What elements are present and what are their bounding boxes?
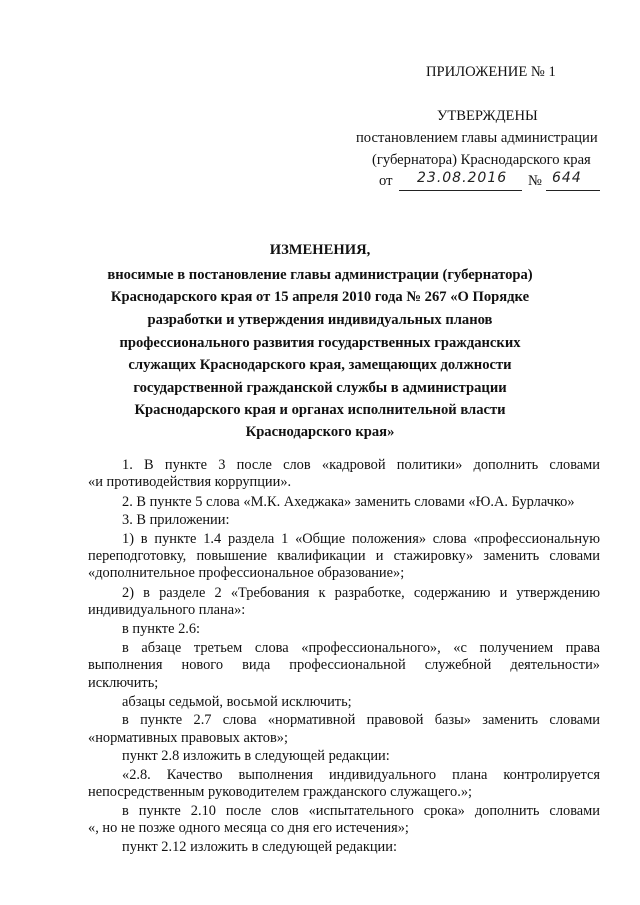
date-prefix: от	[379, 173, 393, 189]
title-line: Краснодарского края и органах исполнительной власти	[134, 402, 506, 418]
appendix-label: ПРИЛОЖЕНИЕ № 1	[426, 64, 556, 80]
title-line: государственной гражданской службы в администрации	[133, 380, 507, 396]
approved-line-1: постановлением главы администрации	[356, 130, 598, 146]
body-line: 2. В пункте 5 слова «М.К. Ахеджака» заменить словами «Ю.А. Бурлачко»	[122, 494, 575, 510]
body-line: непосредственным руководителем гражданского служащего.»;	[88, 784, 473, 800]
body-line: в пункте 2.6:	[122, 621, 201, 637]
date-underline	[399, 190, 522, 191]
title-line: профессионального развития государственных гражданских	[119, 335, 521, 351]
body-line: абзацы седьмой, восьмой исключить;	[122, 694, 352, 710]
body-line: «, но не позже одного месяца со дня его истечения»;	[88, 820, 409, 836]
body-line: 1. В пункте 3 после слов «кадровой политики» дополнить словами	[122, 457, 600, 473]
date-value: 23.08.2016	[417, 170, 508, 186]
body-line: 2) в разделе 2 «Требования к разработке, содержанию и утверждению	[122, 585, 600, 601]
body-line: 3. В приложении:	[122, 512, 230, 528]
body-line: пункт 2.8 изложить в следующей редакции:	[122, 748, 390, 764]
title-line: вносимые в постановление главы администрации (губернатора)	[107, 267, 533, 283]
approved-line-2: (губернатора) Краснодарского края	[372, 152, 591, 168]
title-line: Краснодарского края от 15 апреля 2010 года № 267 «О Порядке	[110, 289, 530, 305]
body-line: выполнения нового вида профессиональной служебной деятельности»	[88, 657, 600, 673]
title-line: служащих Краснодарского края, замещающих должности	[128, 357, 512, 373]
number-sign: №	[528, 173, 542, 189]
document-title: ИЗМЕНЕНИЯ,	[269, 242, 371, 258]
body-line: исключить;	[88, 675, 159, 691]
body-line: «2.8. Качество выполнения индивидуального плана контролируется	[122, 767, 600, 783]
number-underline	[546, 190, 600, 191]
body-line: в пункте 2.7 слова «нормативной правовой базы» заменить словами	[122, 712, 600, 728]
body-line: индивидуального плана»:	[88, 602, 246, 618]
body-line: «дополнительное профессиональное образование»;	[88, 565, 405, 581]
body-line: 1) в пункте 1.4 раздела 1 «Общие положения» слова «профессиональную	[122, 531, 600, 547]
number-value: 644	[552, 170, 582, 186]
approved-label: УТВЕРЖДЕНЫ	[437, 108, 538, 124]
body-line: «нормативных правовых актов»;	[88, 730, 288, 746]
body-line: переподготовку, повышение квалификации и стажировку» заменить словами	[88, 548, 600, 564]
body-line: «и противодействия коррупции».	[88, 474, 292, 490]
title-line: Краснодарского края»	[245, 424, 395, 440]
body-line: в абзаце третьем слова «профессионального», «с получением права	[122, 640, 600, 656]
title-line: разработки и утверждения индивидуальных планов	[147, 312, 493, 328]
body-line: пункт 2.12 изложить в следующей редакции:	[122, 839, 397, 855]
body-line: в пункте 2.10 после слов «испытательного срока» дополнить словами	[122, 803, 600, 819]
